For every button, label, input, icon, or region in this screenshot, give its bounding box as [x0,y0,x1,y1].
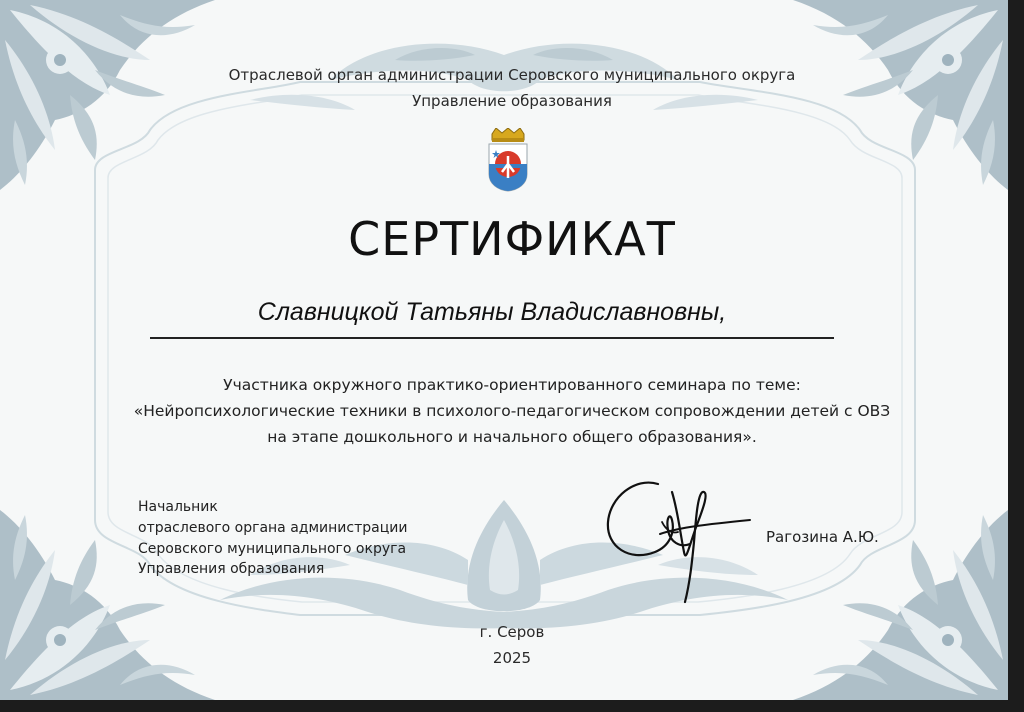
handwritten-signature [600,472,760,607]
signatory-position: Начальник [138,499,218,515]
signatory-position: отраслевого органа администрации [138,520,408,536]
department-name: Управление образования [412,92,612,110]
recipient-name: Славницкой Татьяны Владиславновны, [257,298,727,326]
signatory-name: Рагозина А.Ю. [766,528,879,546]
name-underline [150,337,834,339]
certificate-title: СЕРТИФИКАТ [348,212,676,266]
description-line: «Нейропсихологические техники в психолого-педагогическом сопровождении детей с ОВЗ [133,402,891,420]
issue-year: 2025 [492,649,532,667]
coat-of-arms-icon [486,128,530,192]
signatory-position: Управления образования [138,561,325,577]
description-line: Участника окружного практико-ориентированного семинара по теме: [223,376,801,394]
organization-name: Отраслевой орган администрации Серовского муниципального округа [228,66,796,84]
description-line: на этапе дошкольного и начального общего образования». [267,428,757,446]
issue-city: г. Серов [479,623,545,641]
signatory-position: Серовского муниципального округа [138,541,407,557]
